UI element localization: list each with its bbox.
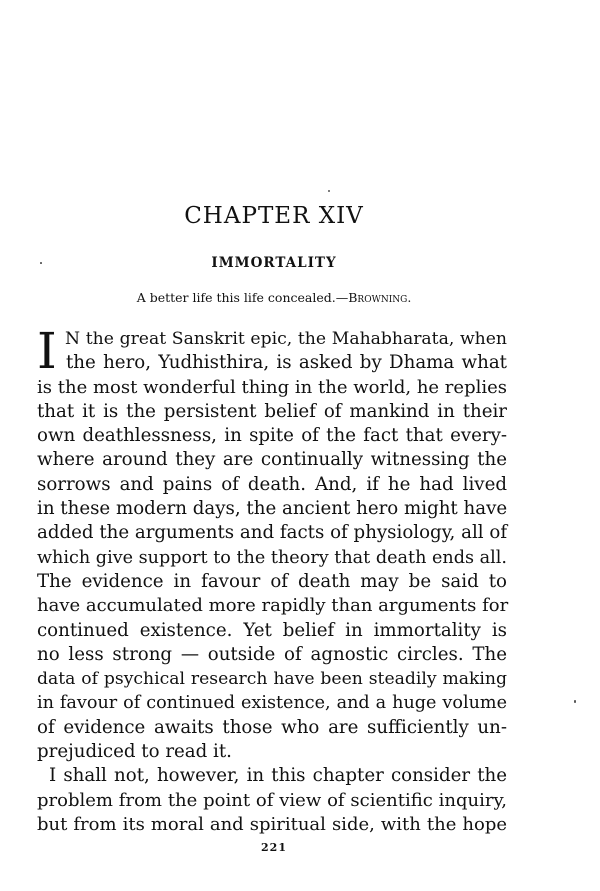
epigraph [0,290,548,305]
text-line: no less strong — outside of agnostic circles. The [37,643,507,665]
chapter-subtitle: IMMORTALITY [211,255,337,271]
print-speck [574,700,576,703]
text-line: I shall not, however, in this chapter consider the [49,765,507,787]
text-line: prejudiced to read it. [37,741,232,763]
text-line: own deathlessness, in spite of the fact that every- [37,425,507,447]
text-line: is the most wonderful thing in the world, he replies [37,376,507,398]
text-line: N the great Sanskrit epic, the Mahabharata, when [65,329,507,349]
text-line: sorrows and pains of death. And, if he had lived [37,473,507,495]
text-line: the hero, Yudhisthira, is asked by Dhama what [66,352,507,374]
text-line: added the arguments and facts of physiology, all of [37,522,508,544]
text-line: continued existence. Yet belief in immortality is [37,619,507,641]
epigraph-attribution: Browning. [348,290,412,305]
text-line: The evidence in favour of death may be said to [37,570,507,592]
text-line: data of psychical research have been steadily making [37,669,507,690]
print-speck [328,190,330,192]
text-line: that it is the persistent belief of mankind in their [37,400,507,422]
epigraph-text: A better life this life concealed.— [136,290,349,305]
body-text [37,322,509,837]
text-line: of evidence awaits those who are sufficiently un- [37,716,507,738]
page-number: 221 [261,841,287,854]
text-line: where around they are continually witnessing the [37,449,507,471]
drop-cap: I [37,322,57,380]
text-line: in favour of continued existence, and a huge volume [37,693,507,714]
text-line: which give support to the theory that death ends all. [37,547,507,568]
text-line: but from its moral and spiritual side, with the hope [37,813,507,835]
text-line: problem from the point of view of scientific inquiry, [37,789,507,811]
text-line: have accumulated more rapidly than arguments for [37,595,509,617]
chapter-title: CHAPTER XIV [184,203,364,229]
text-line: in these modern days, the ancient hero might have [37,498,508,520]
